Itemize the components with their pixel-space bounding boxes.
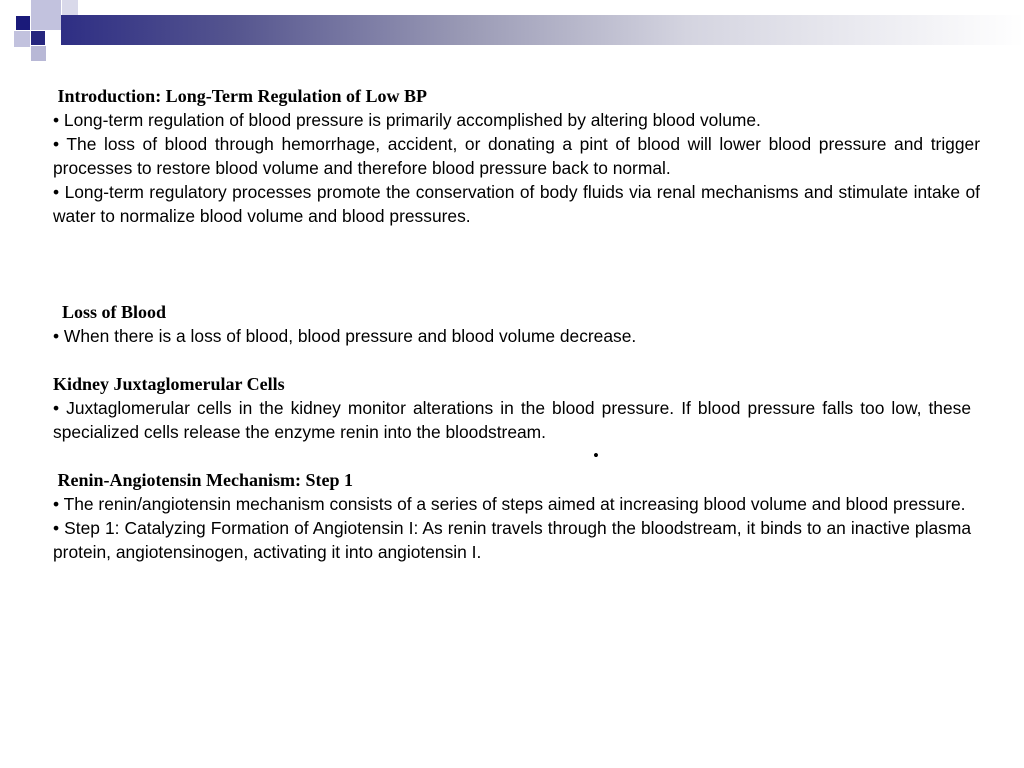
stray-bullet: • [593,446,599,465]
intro-paragraph-1: • Long-term regulation of blood pressure is primarily accomplished by altering blood volume. [53,110,761,130]
decor-square [31,31,45,45]
loss-paragraph-1: • When there is a loss of blood, blood pressure and blood volume decrease. [53,326,637,346]
decor-square [31,46,46,61]
intro-paragraph-2: • The loss of blood through hemorrhage, accident, or donating a pint of blood will lower blood pressure and trigger processes to restore blood volume and therefore blood pressure back to normal. [53,134,980,178]
header-gradient-bar [61,15,1024,45]
section-heading-intro: Introduction: Long-Term Regulation of Low BP [53,86,428,106]
decor-square [16,16,30,30]
slide-content [53,84,980,564]
section-heading-renin: Renin-Angiotensin Mechanism: Step 1 [53,470,354,490]
renin-paragraph-2: • Step 1: Catalyzing Formation of Angiotensin I: As renin travels through the bloodstream, it binds to an inactive plasma protein, angiotensinogen, activating it into angiotensin I. [53,518,971,562]
spacer [53,348,980,372]
section-heading-kidney: Kidney Juxtaglomerular Cells [53,374,285,394]
renin-section [53,468,971,564]
decor-square [31,0,61,30]
kidney-paragraph-1: • Juxtaglomerular cells in the kidney monitor alterations in the blood pressure. If blood pressure falls too low, these specialized cells release the enzyme renin into the bloodstream. [53,398,971,442]
decor-square [62,0,78,15]
renin-paragraph-1: • The renin/angiotensin mechanism consists of a series of steps aimed at increasing blood volume and blood pressure. [53,494,966,514]
kidney-section [53,372,971,444]
intro-paragraph-3: • Long-term regulatory processes promote the conservation of body fluids via renal mechanisms and stimulate intake of water to normalize blood volume and blood pressures. [53,182,980,226]
spacer [53,228,980,300]
decor-square [14,31,30,47]
section-heading-loss-of-blood: Loss of Blood [53,302,167,322]
